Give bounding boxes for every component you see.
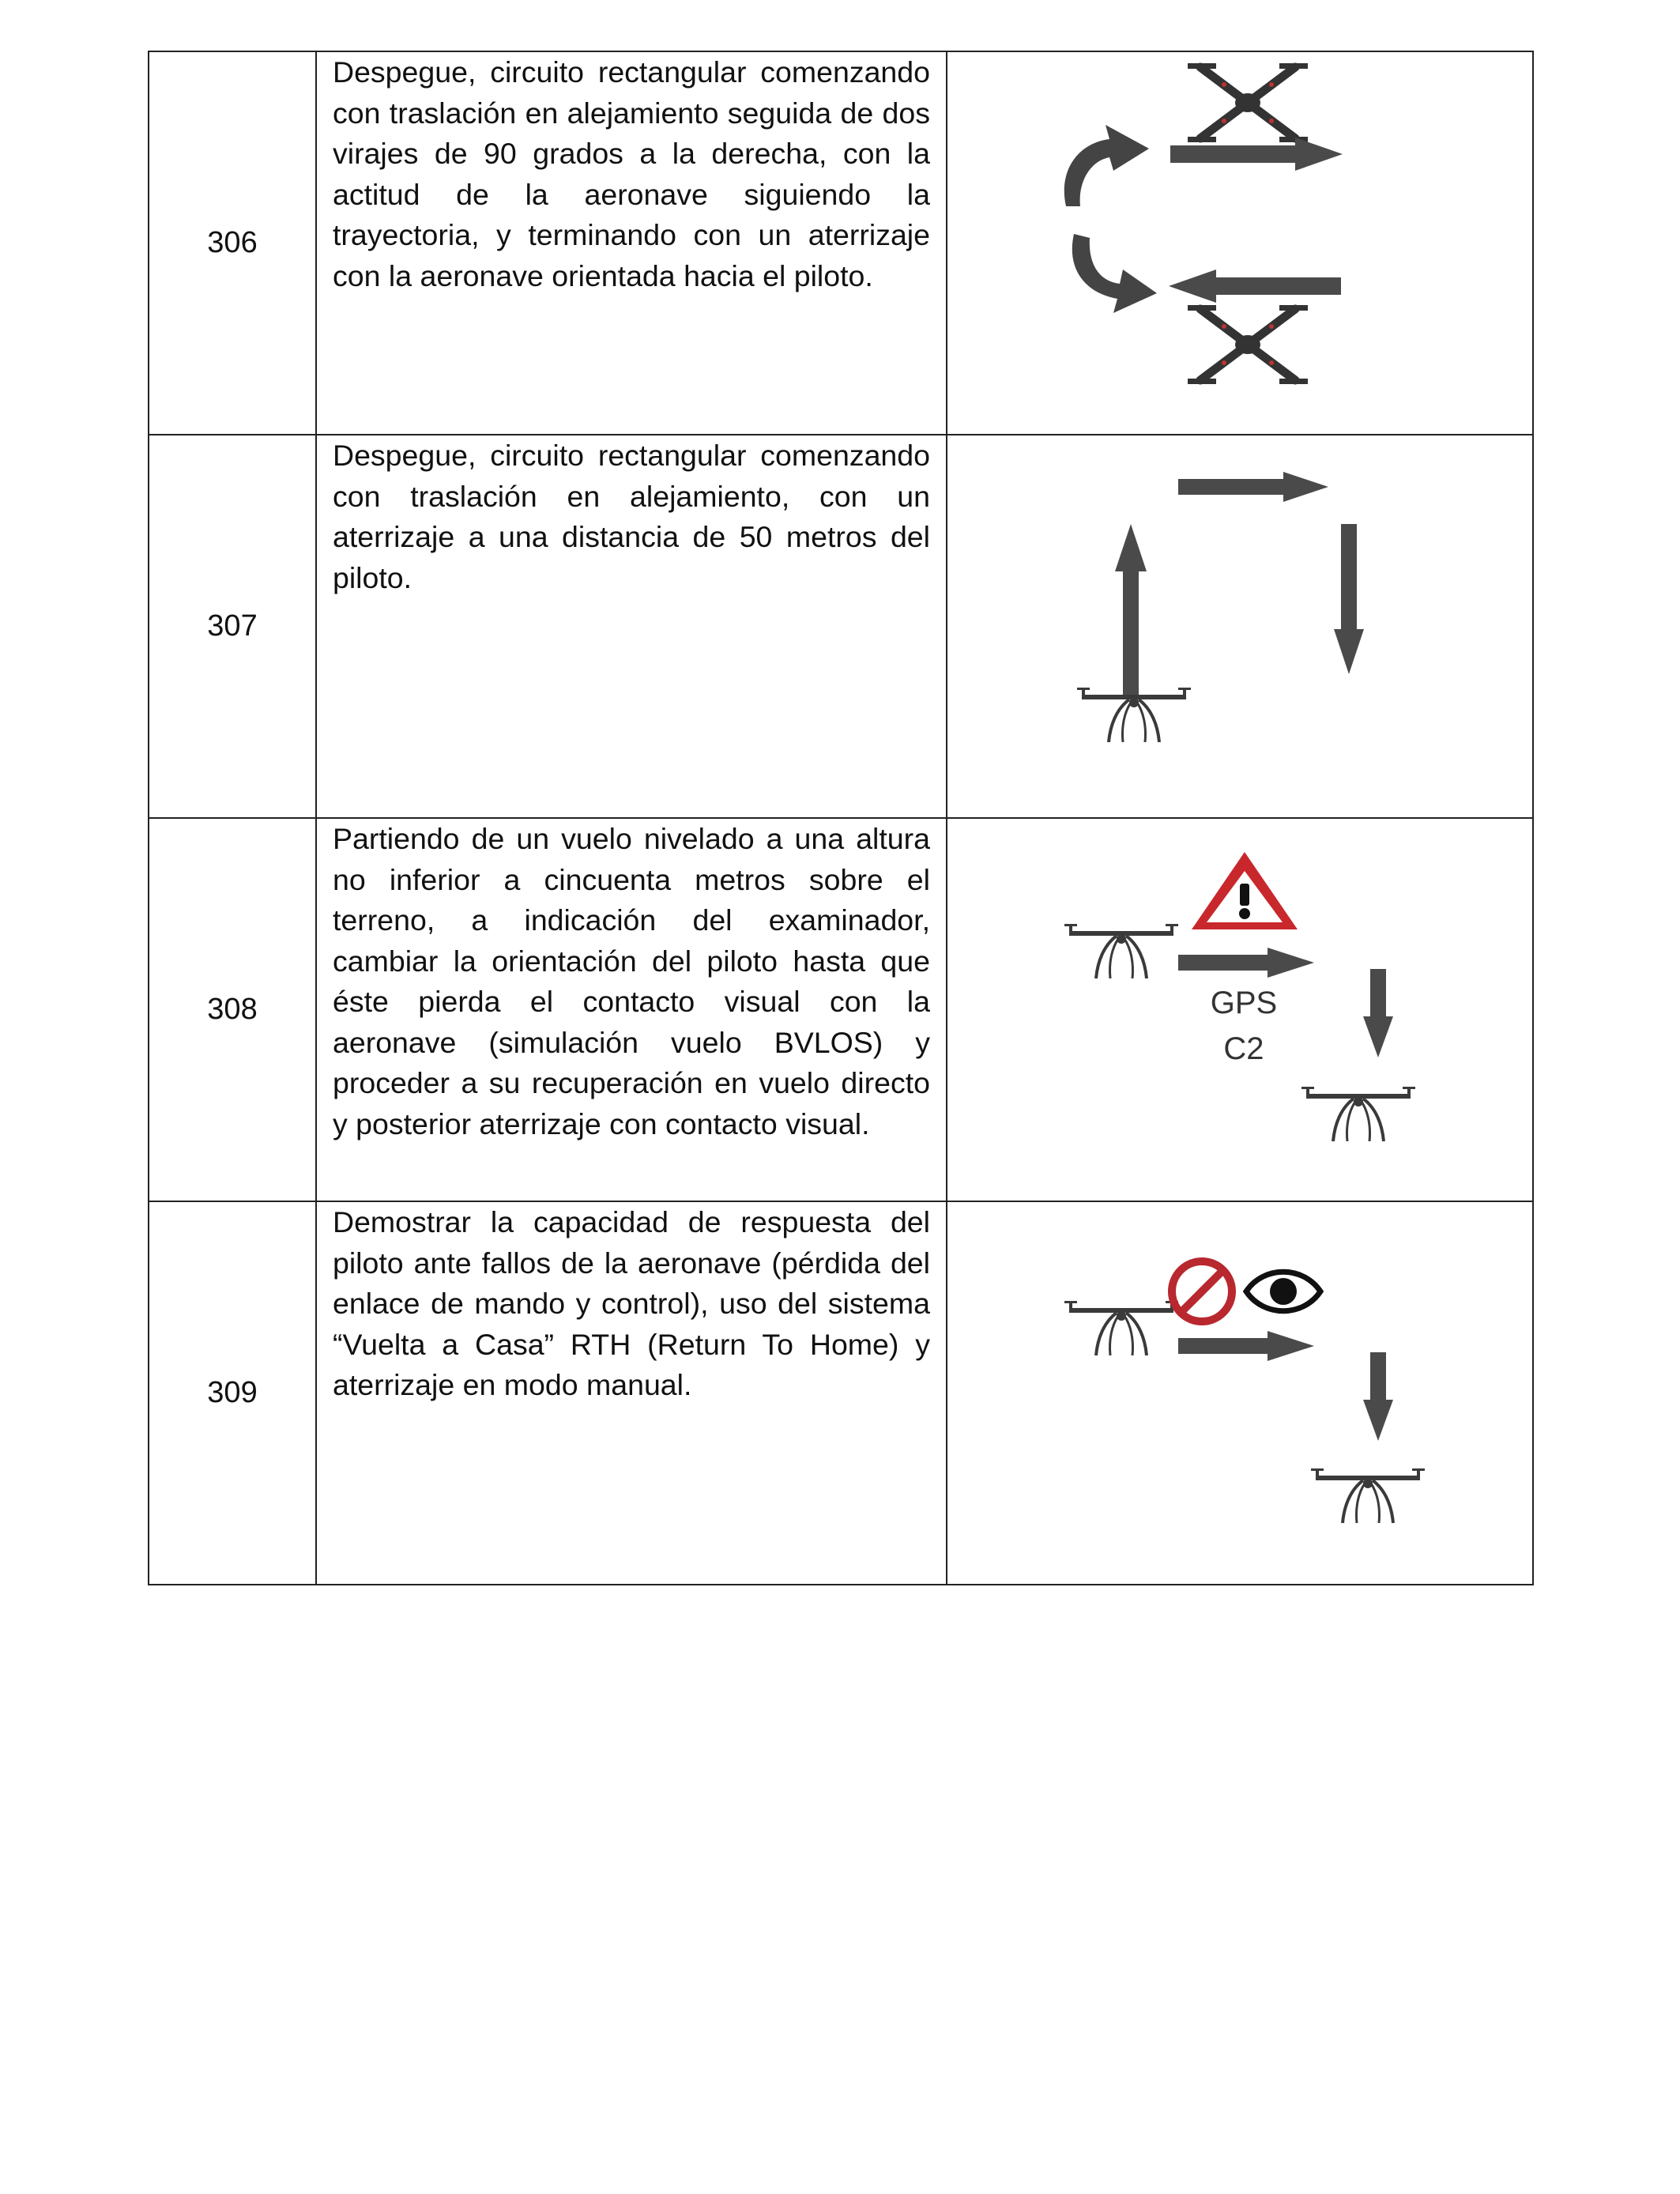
curved-arrow-icon: [1072, 234, 1157, 313]
table-row: [149, 1201, 1533, 1585]
arrow-right-icon: [1178, 472, 1328, 502]
figure-309: [947, 1202, 1534, 1585]
row-number: 308: [149, 818, 316, 1201]
arrow-right-icon: [1170, 138, 1343, 171]
drone-side-icon: [1064, 924, 1178, 978]
gps-label: GPS: [1210, 986, 1278, 1020]
drone-side-icon: [1301, 1087, 1415, 1141]
row-description: Demostrar la capacidad de respuesta del piloto ante fallos de la aeronave (pérdida del enlace de mando y control), uso del sistema “Vuelta a Casa” RTH (Return To Home) y aterrizaje en modo manual.: [333, 1205, 930, 1401]
drone-side-icon: [1311, 1468, 1425, 1523]
eye-icon: [1246, 1272, 1320, 1311]
arrow-down-icon: [1363, 1352, 1393, 1441]
prohibited-icon: [1172, 1261, 1232, 1321]
maneuver-figure: [947, 51, 1533, 435]
table-row: [149, 818, 1533, 1201]
curved-arrow-icon: [1064, 125, 1149, 206]
arrow-up-icon: [1115, 524, 1147, 696]
maneuvers-table: [148, 51, 1534, 1585]
drone-top-icon: [1188, 305, 1308, 384]
maneuver-figure: [947, 1201, 1533, 1585]
drone-side-icon: [1077, 688, 1191, 742]
figure-308: [947, 819, 1534, 1202]
arrow-right-icon: [1178, 1331, 1314, 1361]
row-description: Partiendo de un vuelo nivelado a una altura no inferior a cincuenta metros sobre el terreno, a indicación del examinador, cambiar la orientación del piloto hasta que éste pierda el contacto visual con la aeronave (simulación vuelo BVLOS) y proceder a su recuperación en vuelo directo y posterior aterrizaje con contacto visual.: [333, 822, 930, 1140]
maneuver-figure: [947, 435, 1533, 818]
row-number: 306: [149, 51, 316, 435]
arrow-right-icon: [1178, 948, 1314, 978]
arrow-left-icon: [1169, 270, 1341, 303]
table-row: [149, 51, 1533, 435]
row-description: Despegue, circuito rectangular comenzando con traslación en alejamiento seguida de dos virajes de 90 grados a la derecha, con la actitud de la aeronave siguiendo la trayectoria, y terminando con un aterrizaje con la aeronave orientada hacia el piloto.: [333, 55, 930, 292]
arrow-down-icon: [1363, 969, 1393, 1057]
row-number: 307: [149, 435, 316, 818]
warning-icon: [1192, 852, 1298, 929]
arrow-down-icon: [1334, 524, 1364, 674]
row-description: Despegue, circuito rectangular comenzando con traslación en alejamiento, con un aterrizaje a una distancia de 50 metros del piloto.: [333, 439, 930, 594]
figure-306: [947, 52, 1534, 435]
table-row: [149, 435, 1533, 818]
drone-top-icon: [1188, 63, 1308, 142]
maneuver-figure: [947, 818, 1533, 1201]
drone-side-icon: [1064, 1301, 1178, 1355]
row-number: 309: [149, 1201, 316, 1585]
figure-307: [947, 435, 1534, 819]
c2-label: C2: [1223, 1031, 1264, 1066]
